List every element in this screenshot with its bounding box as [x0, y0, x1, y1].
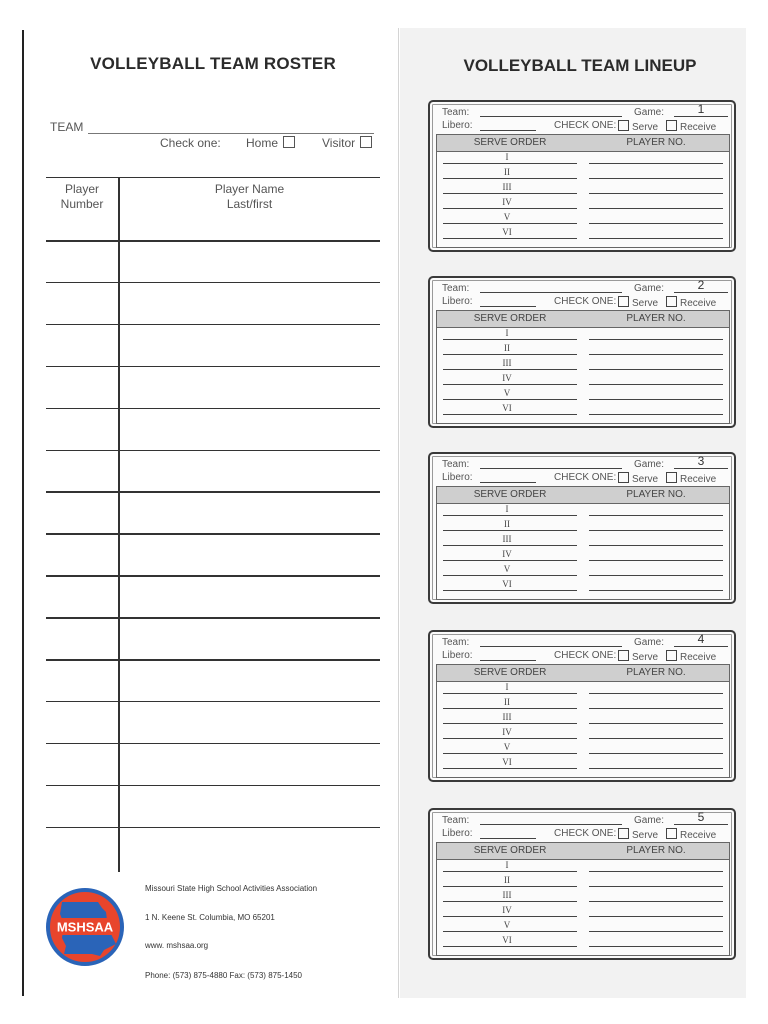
game-line	[674, 646, 728, 647]
lineup-grid-header	[437, 135, 729, 152]
phone-fax: Phone: (573) 875-4880 Fax: (573) 875-1450	[145, 971, 302, 980]
serve-position-4: IV	[502, 549, 512, 559]
serve-position-6: VI	[502, 579, 512, 589]
serve-order-line	[443, 768, 577, 769]
game-label: Game:	[634, 283, 665, 294]
serve-checkbox	[618, 828, 629, 839]
serve-position-2: II	[504, 697, 510, 707]
player-no-line	[589, 339, 723, 340]
player-no-line	[589, 946, 723, 947]
team-line	[480, 646, 622, 647]
serve-position-2: II	[504, 519, 510, 529]
player-no-line	[589, 693, 723, 694]
team-line	[480, 824, 622, 825]
serve-order-line	[443, 399, 577, 400]
check-one-label: CHECK ONE:	[554, 650, 617, 661]
serve-position-3: III	[502, 534, 512, 544]
team-field	[46, 120, 380, 136]
serve-position-4: IV	[502, 197, 512, 207]
game-label: Game:	[634, 815, 665, 826]
libero-label: Libero:	[442, 472, 473, 483]
serve-option	[618, 650, 658, 663]
home-checkbox	[283, 136, 295, 148]
receive-label: Receive	[680, 474, 717, 485]
serve-order-line	[443, 886, 577, 887]
receive-checkbox	[666, 828, 677, 839]
serve-order-header: SERVE ORDER	[473, 845, 547, 856]
serve-order-header: SERVE ORDER	[473, 313, 547, 324]
website: www. mshsaa.org	[145, 941, 209, 950]
player-no-line	[589, 916, 723, 917]
libero-line	[480, 130, 536, 131]
player-no-line	[589, 871, 723, 872]
lineup-grid	[436, 310, 730, 424]
player-no-line	[589, 723, 723, 724]
lineup-title: VOLLEYBALL TEAM LINEUP	[463, 56, 697, 75]
serve-order-line	[443, 354, 577, 355]
libero-line	[480, 838, 536, 839]
serve-position-6: VI	[502, 403, 512, 413]
header-line: Player Name	[214, 182, 285, 196]
serve-order-line	[443, 871, 577, 872]
game-line	[674, 292, 728, 293]
check-one-label: CHECK ONE:	[554, 296, 617, 307]
serve-order-line	[443, 931, 577, 932]
roster-row-line	[46, 324, 380, 326]
player-number-header	[46, 182, 118, 212]
page-divider	[398, 28, 399, 998]
game-number: 4	[697, 632, 705, 646]
serve-order-header: SERVE ORDER	[473, 137, 547, 148]
home-label: Home	[246, 136, 279, 150]
game-label: Game:	[634, 637, 665, 648]
player-no-line	[589, 708, 723, 709]
roster-row-line	[46, 491, 380, 493]
serve-position-2: II	[504, 167, 510, 177]
receive-checkbox	[666, 120, 677, 131]
team-label: Team:	[442, 459, 470, 470]
game-label: Game:	[634, 459, 665, 470]
serve-checkbox	[618, 296, 629, 307]
serve-order-line	[443, 723, 577, 724]
lineup-card-game-2	[428, 276, 736, 428]
serve-position-4: IV	[502, 373, 512, 383]
serve-position-5: V	[503, 564, 511, 574]
serve-position-6: VI	[502, 935, 512, 945]
team-label: Team:	[442, 815, 470, 826]
receive-checkbox	[666, 296, 677, 307]
serve-position-1: I	[505, 860, 509, 870]
serve-order-line	[443, 223, 577, 224]
receive-checkbox	[666, 650, 677, 661]
serve-position-5: V	[503, 212, 511, 222]
libero-line	[480, 660, 536, 661]
serve-position-2: II	[504, 875, 510, 885]
team-line	[480, 292, 622, 293]
serve-position-3: III	[502, 358, 512, 368]
lineup-grid	[436, 842, 730, 956]
check-one-label: CHECK ONE:	[554, 120, 617, 131]
check-one-label: CHECK ONE:	[554, 472, 617, 483]
player-no-line	[589, 545, 723, 546]
receive-label: Receive	[680, 122, 717, 133]
serve-checkbox	[618, 120, 629, 131]
player-no-line	[589, 223, 723, 224]
player-name-header	[119, 182, 380, 212]
roster-table	[46, 177, 380, 872]
home-option	[246, 136, 295, 150]
address: 1 N. Keene St. Columbia, MO 65201	[145, 913, 275, 922]
team-line	[480, 116, 622, 117]
visitor-label: Visitor	[322, 136, 356, 150]
serve-order-line	[443, 515, 577, 516]
player-no-header: PLAYER NO.	[626, 845, 686, 856]
player-no-line	[589, 931, 723, 932]
serve-position-3: III	[502, 182, 512, 192]
roster-title: VOLLEYBALL TEAM ROSTER	[90, 54, 336, 73]
serve-option	[618, 120, 658, 133]
serve-order-line	[443, 693, 577, 694]
serve-order-line	[443, 575, 577, 576]
serve-position-5: V	[503, 742, 511, 752]
lineup-grid	[436, 486, 730, 600]
lineup-card-game-1	[428, 100, 736, 252]
visitor-checkbox	[360, 136, 372, 148]
roster-row-line	[46, 240, 380, 242]
mshsaa-logo	[46, 888, 124, 966]
receive-option	[666, 828, 716, 841]
visitor-option	[322, 136, 372, 150]
receive-option	[666, 472, 716, 485]
player-no-line	[589, 886, 723, 887]
player-no-header: PLAYER NO.	[626, 313, 686, 324]
check-one-label: Check one:	[160, 136, 221, 150]
serve-order-line	[443, 163, 577, 164]
serve-label: Serve	[632, 122, 659, 133]
roster-row-line	[46, 785, 380, 787]
player-no-line	[589, 354, 723, 355]
player-no-line	[589, 590, 723, 591]
serve-order-header: SERVE ORDER	[473, 667, 547, 678]
serve-position-3: III	[502, 890, 512, 900]
game-number: 1	[697, 102, 705, 116]
lineup-grid-header	[437, 665, 729, 682]
game-label: Game:	[634, 107, 665, 118]
serve-order-line	[443, 238, 577, 239]
player-no-line	[589, 530, 723, 531]
roster-row-line	[46, 575, 380, 577]
player-no-line	[589, 515, 723, 516]
player-no-line	[589, 399, 723, 400]
logo-text: MSHSAA	[56, 919, 114, 935]
player-no-line	[589, 768, 723, 769]
roster-row-line	[46, 533, 380, 535]
serve-order-line	[443, 339, 577, 340]
lineup-grid-header	[437, 311, 729, 328]
player-no-line	[589, 369, 723, 370]
player-no-line	[589, 753, 723, 754]
page-edge	[22, 30, 24, 996]
org-name: Missouri State High School Activities Association	[145, 884, 318, 893]
lineup-grid	[436, 664, 730, 778]
serve-label: Serve	[632, 652, 659, 663]
serve-order-line	[443, 414, 577, 415]
home-visitor-check	[46, 136, 380, 152]
team-label: Team:	[442, 107, 470, 118]
lineup-card-game-4	[428, 630, 736, 782]
player-no-line	[589, 738, 723, 739]
libero-label: Libero:	[442, 296, 473, 307]
roster-row-line	[46, 827, 380, 829]
roster-row-line	[46, 408, 380, 410]
serve-order-line	[443, 946, 577, 947]
player-no-line	[589, 163, 723, 164]
roster-row-line	[46, 659, 380, 661]
team-label: TEAM	[50, 120, 84, 134]
libero-label: Libero:	[442, 828, 473, 839]
lineup-card-game-5	[428, 808, 736, 960]
serve-option	[618, 472, 658, 485]
header-line: Number	[60, 197, 104, 211]
player-no-line	[589, 560, 723, 561]
receive-option	[666, 296, 716, 309]
lineup-grid	[436, 134, 730, 248]
receive-label: Receive	[680, 652, 717, 663]
check-one-label: CHECK ONE:	[554, 828, 617, 839]
lineup-card-game-3	[428, 452, 736, 604]
player-no-header: PLAYER NO.	[626, 489, 686, 500]
serve-position-1: I	[505, 504, 509, 514]
roster-row-line	[46, 743, 380, 745]
serve-position-1: I	[505, 682, 509, 692]
team-label: Team:	[442, 283, 470, 294]
serve-position-1: I	[505, 152, 509, 162]
serve-position-1: I	[505, 328, 509, 338]
serve-order-header: SERVE ORDER	[473, 489, 547, 500]
player-no-line	[589, 178, 723, 179]
game-line	[674, 824, 728, 825]
game-number: 5	[697, 810, 705, 824]
serve-order-line	[443, 369, 577, 370]
serve-checkbox	[618, 650, 629, 661]
player-no-header: PLAYER NO.	[626, 137, 686, 148]
serve-order-line	[443, 208, 577, 209]
player-no-line	[589, 384, 723, 385]
serve-position-2: II	[504, 343, 510, 353]
serve-order-line	[443, 708, 577, 709]
player-no-line	[589, 193, 723, 194]
serve-option	[618, 296, 658, 309]
serve-label: Serve	[632, 830, 659, 841]
player-no-line	[589, 901, 723, 902]
serve-order-line	[443, 590, 577, 591]
footer	[46, 878, 380, 988]
serve-checkbox	[618, 472, 629, 483]
serve-position-4: IV	[502, 905, 512, 915]
header-line: Last/first	[226, 197, 273, 211]
serve-order-line	[443, 916, 577, 917]
player-no-line	[589, 238, 723, 239]
roster-row-line	[46, 450, 380, 452]
lineup-grid-header	[437, 843, 729, 860]
player-no-line	[589, 414, 723, 415]
serve-order-line	[443, 384, 577, 385]
serve-position-3: III	[502, 712, 512, 722]
lineup-grid-header	[437, 487, 729, 504]
roster-row-line	[46, 366, 380, 368]
libero-line	[480, 482, 536, 483]
serve-position-4: IV	[502, 727, 512, 737]
player-no-line	[589, 575, 723, 576]
serve-label: Serve	[632, 474, 659, 485]
serve-position-5: V	[503, 388, 511, 398]
game-line	[674, 116, 728, 117]
team-line	[88, 133, 374, 134]
header-line: Player	[64, 182, 99, 196]
libero-line	[480, 306, 536, 307]
team-line	[480, 468, 622, 469]
player-no-line	[589, 208, 723, 209]
receive-label: Receive	[680, 830, 717, 841]
player-no-header: PLAYER NO.	[626, 667, 686, 678]
receive-label: Receive	[680, 298, 717, 309]
serve-order-line	[443, 530, 577, 531]
game-number: 2	[697, 278, 705, 292]
serve-order-line	[443, 545, 577, 546]
serve-order-line	[443, 178, 577, 179]
libero-label: Libero:	[442, 650, 473, 661]
receive-option	[666, 650, 716, 663]
roster-row-line	[46, 617, 380, 619]
team-label: Team:	[442, 637, 470, 648]
serve-position-6: VI	[502, 227, 512, 237]
serve-position-5: V	[503, 920, 511, 930]
game-number: 3	[697, 454, 705, 468]
serve-position-6: VI	[502, 757, 512, 767]
receive-checkbox	[666, 472, 677, 483]
roster-row-line	[46, 282, 380, 284]
game-line	[674, 468, 728, 469]
libero-label: Libero:	[442, 120, 473, 131]
serve-option	[618, 828, 658, 841]
roster-row-line	[46, 701, 380, 703]
serve-order-line	[443, 753, 577, 754]
receive-option	[666, 120, 716, 133]
serve-order-line	[443, 193, 577, 194]
serve-order-line	[443, 901, 577, 902]
serve-order-line	[443, 560, 577, 561]
serve-order-line	[443, 738, 577, 739]
serve-label: Serve	[632, 298, 659, 309]
